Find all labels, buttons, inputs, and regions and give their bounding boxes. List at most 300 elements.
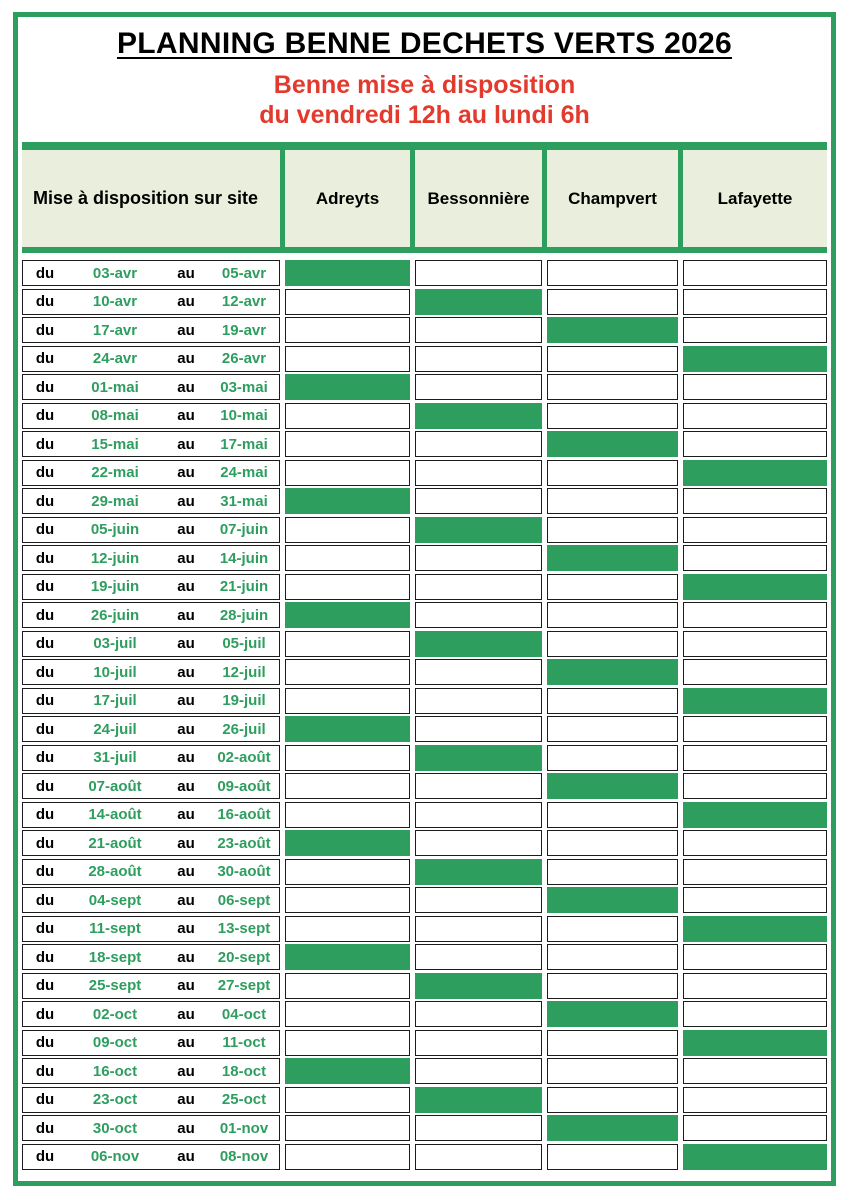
- site-cell-bessonniere: [415, 545, 542, 571]
- du-label: du: [35, 777, 55, 795]
- site-cell-adreyts: [285, 1001, 410, 1027]
- au-label: au: [177, 663, 195, 681]
- du-label: du: [35, 492, 55, 510]
- site-cell-lafayette: [683, 944, 827, 970]
- site-cell-lafayette: [683, 574, 827, 600]
- site-cell-adreyts: [285, 460, 410, 486]
- to-date: 27-sept: [217, 977, 271, 994]
- table-row: [22, 488, 827, 514]
- table-row: [22, 289, 827, 315]
- site-cell-adreyts: [285, 545, 410, 571]
- date-range-cell: [22, 545, 280, 571]
- au-label: au: [177, 635, 195, 652]
- site-cell-champvert: [547, 1058, 678, 1084]
- site-cell-adreyts: [285, 716, 410, 742]
- du-label: du: [35, 1148, 55, 1165]
- site-cell-adreyts: [285, 631, 410, 657]
- header-cell-champvert: Champvert: [547, 150, 678, 247]
- to-date: 19-avr: [221, 321, 267, 339]
- site-cell-champvert: [547, 488, 678, 514]
- site-cell-bessonniere: [415, 289, 542, 315]
- site-cell-adreyts: [285, 1058, 410, 1084]
- header-cell-site-availability: Mise à disposition sur site: [22, 150, 280, 247]
- au-label: au: [177, 891, 195, 909]
- from-date: 03-avr: [92, 264, 138, 282]
- from-date: 03-juil: [93, 635, 137, 652]
- from-date: 17-avr: [92, 321, 138, 339]
- du-label: du: [35, 1062, 55, 1080]
- date-range-cell: [22, 631, 280, 657]
- site-cell-champvert: [547, 317, 678, 343]
- date-range-cell: [22, 944, 280, 970]
- au-label: au: [177, 435, 195, 453]
- au-label: au: [177, 1148, 195, 1165]
- table-row: [22, 574, 827, 600]
- to-date: 26-juil: [222, 720, 266, 738]
- page-title: PLANNING BENNE DECHETS VERTS 2026: [116, 27, 733, 60]
- au-label: au: [177, 948, 195, 966]
- to-date: 17-mai: [220, 435, 268, 453]
- site-cell-adreyts: [285, 488, 410, 514]
- from-date: 04-sept: [88, 891, 142, 909]
- table-row: [22, 403, 827, 429]
- from-date: 01-mai: [91, 378, 139, 396]
- table-row: [22, 973, 827, 999]
- au-label: au: [177, 264, 195, 282]
- table-row: [22, 916, 827, 942]
- site-cell-champvert: [547, 1144, 678, 1170]
- to-date: 07-juin: [219, 521, 269, 538]
- au-label: au: [177, 863, 195, 880]
- site-cell-bessonniere: [415, 1001, 542, 1027]
- au-label: au: [177, 1034, 195, 1051]
- title-block: [22, 21, 827, 130]
- du-label: du: [35, 1034, 55, 1051]
- site-cell-champvert: [547, 631, 678, 657]
- site-cell-bessonniere: [415, 1087, 542, 1113]
- from-date: 24-juil: [93, 720, 137, 738]
- from-date: 08-mai: [91, 407, 139, 424]
- au-label: au: [177, 920, 195, 937]
- site-cell-bessonniere: [415, 346, 542, 372]
- to-date: 26-avr: [221, 350, 267, 367]
- site-cell-bessonniere: [415, 1058, 542, 1084]
- date-range-cell: [22, 488, 280, 514]
- site-cell-lafayette: [683, 859, 827, 885]
- site-cell-champvert: [547, 346, 678, 372]
- site-cell-adreyts: [285, 859, 410, 885]
- au-label: au: [177, 492, 195, 510]
- date-range-cell: [22, 374, 280, 400]
- to-date: 12-avr: [221, 293, 267, 310]
- site-cell-bessonniere: [415, 944, 542, 970]
- to-date: 18-oct: [221, 1062, 267, 1080]
- site-cell-lafayette: [683, 631, 827, 657]
- site-cell-lafayette: [683, 374, 827, 400]
- site-cell-adreyts: [285, 374, 410, 400]
- date-range-cell: [22, 887, 280, 913]
- site-cell-adreyts: [285, 745, 410, 771]
- table-row: [22, 688, 827, 714]
- to-date: 25-oct: [221, 1091, 267, 1108]
- to-date: 10-mai: [220, 407, 268, 424]
- site-cell-adreyts: [285, 1115, 410, 1141]
- site-cell-adreyts: [285, 1144, 410, 1170]
- to-date: 05-avr: [221, 264, 267, 282]
- table-row: [22, 1030, 827, 1056]
- site-cell-lafayette: [683, 773, 827, 799]
- date-range-cell: [22, 716, 280, 742]
- site-cell-lafayette: [683, 1144, 827, 1170]
- date-range-cell: [22, 1087, 280, 1113]
- site-cell-bessonniere: [415, 688, 542, 714]
- site-cell-bessonniere: [415, 317, 542, 343]
- du-label: du: [35, 378, 55, 396]
- site-cell-champvert: [547, 260, 678, 286]
- date-range-cell: [22, 745, 280, 771]
- du-label: du: [35, 834, 55, 852]
- site-cell-champvert: [547, 574, 678, 600]
- site-cell-champvert: [547, 1087, 678, 1113]
- site-cell-lafayette: [683, 602, 827, 628]
- du-label: du: [35, 1091, 55, 1108]
- site-cell-adreyts: [285, 1030, 410, 1056]
- from-date: 09-oct: [92, 1034, 138, 1051]
- site-cell-bessonniere: [415, 1030, 542, 1056]
- date-range-cell: [22, 1030, 280, 1056]
- du-label: du: [35, 663, 55, 681]
- site-cell-bessonniere: [415, 374, 542, 400]
- date-range-cell: [22, 773, 280, 799]
- site-cell-bessonniere: [415, 916, 542, 942]
- au-label: au: [177, 720, 195, 738]
- date-range-cell: [22, 659, 280, 685]
- site-cell-lafayette: [683, 545, 827, 571]
- site-cell-lafayette: [683, 973, 827, 999]
- site-cell-lafayette: [683, 887, 827, 913]
- table-row: [22, 431, 827, 457]
- to-date: 30-août: [217, 863, 271, 880]
- site-cell-champvert: [547, 887, 678, 913]
- site-cell-bessonniere: [415, 488, 542, 514]
- site-cell-champvert: [547, 802, 678, 828]
- from-date: 10-avr: [92, 293, 138, 310]
- site-cell-lafayette: [683, 346, 827, 372]
- to-date: 14-juin: [219, 549, 269, 567]
- au-label: au: [177, 977, 195, 994]
- au-label: au: [177, 749, 195, 766]
- from-date: 10-juil: [93, 663, 137, 681]
- date-range-cell: [22, 973, 280, 999]
- table-header: [22, 142, 827, 253]
- table-row: [22, 374, 827, 400]
- table-row: [22, 802, 827, 828]
- au-label: au: [177, 692, 195, 709]
- from-date: 29-mai: [91, 492, 139, 510]
- site-cell-adreyts: [285, 574, 410, 600]
- to-date: 03-mai: [220, 378, 268, 396]
- site-cell-lafayette: [683, 403, 827, 429]
- site-cell-lafayette: [683, 260, 827, 286]
- au-label: au: [177, 1091, 195, 1108]
- du-label: du: [35, 578, 55, 595]
- site-cell-champvert: [547, 659, 678, 685]
- header-cell-adreyts: Adreyts: [285, 150, 410, 247]
- du-label: du: [35, 435, 55, 453]
- to-date: 24-mai: [220, 464, 268, 481]
- site-cell-lafayette: [683, 317, 827, 343]
- subtitle-line-2: du vendredi 12h au lundi 6h: [259, 101, 590, 129]
- du-label: du: [35, 1005, 55, 1023]
- date-range-cell: [22, 517, 280, 543]
- site-cell-champvert: [547, 289, 678, 315]
- site-cell-lafayette: [683, 1115, 827, 1141]
- date-range-cell: [22, 431, 280, 457]
- site-cell-champvert: [547, 403, 678, 429]
- du-label: du: [35, 635, 55, 652]
- site-cell-champvert: [547, 688, 678, 714]
- site-cell-bessonniere: [415, 1115, 542, 1141]
- from-date: 15-mai: [91, 435, 139, 453]
- table-row: [22, 859, 827, 885]
- site-cell-bessonniere: [415, 745, 542, 771]
- site-cell-adreyts: [285, 431, 410, 457]
- date-range-cell: [22, 602, 280, 628]
- site-cell-bessonniere: [415, 773, 542, 799]
- site-cell-champvert: [547, 1001, 678, 1027]
- au-label: au: [177, 1005, 195, 1023]
- au-label: au: [177, 806, 195, 823]
- site-cell-lafayette: [683, 460, 827, 486]
- table-row: [22, 830, 827, 856]
- site-cell-champvert: [547, 859, 678, 885]
- table-body: [22, 260, 827, 1170]
- date-range-cell: [22, 1058, 280, 1084]
- au-label: au: [177, 777, 195, 795]
- au-label: au: [177, 464, 195, 481]
- site-cell-bessonniere: [415, 716, 542, 742]
- from-date: 26-juin: [90, 606, 140, 624]
- du-label: du: [35, 407, 55, 424]
- table-row: [22, 631, 827, 657]
- from-date: 28-août: [88, 863, 142, 880]
- site-cell-adreyts: [285, 659, 410, 685]
- site-cell-lafayette: [683, 517, 827, 543]
- site-cell-champvert: [547, 431, 678, 457]
- site-cell-champvert: [547, 916, 678, 942]
- site-cell-bessonniere: [415, 659, 542, 685]
- site-cell-adreyts: [285, 517, 410, 543]
- site-cell-lafayette: [683, 745, 827, 771]
- to-date: 16-août: [217, 806, 271, 823]
- date-range-cell: [22, 1144, 280, 1170]
- site-cell-bessonniere: [415, 859, 542, 885]
- site-cell-adreyts: [285, 944, 410, 970]
- site-cell-lafayette: [683, 1030, 827, 1056]
- site-cell-lafayette: [683, 830, 827, 856]
- du-label: du: [35, 920, 55, 937]
- from-date: 25-sept: [88, 977, 142, 994]
- site-cell-champvert: [547, 944, 678, 970]
- to-date: 09-août: [217, 777, 271, 795]
- to-date: 12-juil: [222, 663, 266, 681]
- au-label: au: [177, 293, 195, 310]
- site-cell-bessonniere: [415, 602, 542, 628]
- date-range-cell: [22, 1001, 280, 1027]
- from-date: 24-avr: [92, 350, 138, 367]
- table-row: [22, 1144, 827, 1170]
- to-date: 20-sept: [217, 948, 271, 966]
- from-date: 02-oct: [92, 1005, 138, 1023]
- to-date: 11-oct: [222, 1034, 266, 1051]
- from-date: 19-juin: [90, 578, 140, 595]
- table-row: [22, 944, 827, 970]
- to-date: 08-nov: [219, 1148, 269, 1165]
- site-cell-lafayette: [683, 659, 827, 685]
- du-label: du: [35, 464, 55, 481]
- site-cell-lafayette: [683, 802, 827, 828]
- site-cell-bessonniere: [415, 431, 542, 457]
- au-label: au: [177, 1062, 195, 1080]
- date-range-cell: [22, 460, 280, 486]
- table-row: [22, 346, 827, 372]
- from-date: 12-juin: [90, 549, 140, 567]
- du-label: du: [35, 350, 55, 367]
- from-date: 06-nov: [90, 1148, 140, 1165]
- du-label: du: [35, 806, 55, 823]
- to-date: 04-oct: [221, 1005, 267, 1023]
- au-label: au: [177, 521, 195, 538]
- au-label: au: [177, 407, 195, 424]
- to-date: 28-juin: [219, 606, 269, 624]
- table-row: [22, 659, 827, 685]
- from-date: 22-mai: [91, 464, 139, 481]
- site-cell-champvert: [547, 745, 678, 771]
- site-cell-adreyts: [285, 260, 410, 286]
- du-label: du: [35, 521, 55, 538]
- table-row: [22, 602, 827, 628]
- du-label: du: [35, 977, 55, 994]
- from-date: 11-sept: [89, 920, 141, 937]
- to-date: 01-nov: [219, 1119, 269, 1137]
- date-range-cell: [22, 859, 280, 885]
- site-cell-champvert: [547, 545, 678, 571]
- site-cell-adreyts: [285, 317, 410, 343]
- subtitle: [22, 70, 827, 130]
- site-cell-champvert: [547, 973, 678, 999]
- du-label: du: [35, 549, 55, 567]
- au-label: au: [177, 1119, 195, 1137]
- from-date: 17-juil: [93, 692, 137, 709]
- site-cell-adreyts: [285, 916, 410, 942]
- site-cell-bessonniere: [415, 260, 542, 286]
- date-range-cell: [22, 802, 280, 828]
- table-row: [22, 773, 827, 799]
- site-cell-lafayette: [683, 688, 827, 714]
- to-date: 31-mai: [220, 492, 268, 510]
- du-label: du: [35, 692, 55, 709]
- au-label: au: [177, 578, 195, 595]
- au-label: au: [177, 549, 195, 567]
- site-cell-adreyts: [285, 830, 410, 856]
- site-cell-bessonniere: [415, 460, 542, 486]
- site-cell-bessonniere: [415, 802, 542, 828]
- to-date: 13-sept: [217, 920, 271, 937]
- table-row: [22, 1001, 827, 1027]
- site-cell-adreyts: [285, 403, 410, 429]
- site-cell-lafayette: [683, 1001, 827, 1027]
- site-cell-champvert: [547, 830, 678, 856]
- du-label: du: [35, 606, 55, 624]
- subtitle-line-1: Benne mise à disposition: [273, 71, 576, 99]
- date-range-cell: [22, 403, 280, 429]
- site-cell-champvert: [547, 773, 678, 799]
- table-row: [22, 745, 827, 771]
- site-cell-bessonniere: [415, 830, 542, 856]
- table-row: [22, 1087, 827, 1113]
- du-label: du: [35, 863, 55, 880]
- table-row: [22, 260, 827, 286]
- site-cell-adreyts: [285, 289, 410, 315]
- from-date: 07-août: [88, 777, 142, 795]
- to-date: 19-juil: [222, 692, 266, 709]
- date-range-cell: [22, 1115, 280, 1141]
- du-label: du: [35, 1119, 55, 1137]
- du-label: du: [35, 720, 55, 738]
- site-cell-lafayette: [683, 1058, 827, 1084]
- site-cell-bessonniere: [415, 631, 542, 657]
- au-label: au: [177, 606, 195, 624]
- table-row: [22, 716, 827, 742]
- from-date: 14-août: [88, 806, 142, 823]
- date-range-cell: [22, 346, 280, 372]
- table-row: [22, 545, 827, 571]
- site-cell-champvert: [547, 716, 678, 742]
- from-date: 18-sept: [88, 948, 142, 966]
- site-cell-adreyts: [285, 773, 410, 799]
- table-row: [22, 887, 827, 913]
- date-range-cell: [22, 317, 280, 343]
- site-cell-lafayette: [683, 488, 827, 514]
- to-date: 02-août: [217, 749, 271, 766]
- au-label: au: [177, 321, 195, 339]
- from-date: 23-oct: [92, 1091, 138, 1108]
- to-date: 21-juin: [219, 578, 269, 595]
- site-cell-champvert: [547, 374, 678, 400]
- from-date: 30-oct: [92, 1119, 138, 1137]
- date-range-cell: [22, 260, 280, 286]
- site-cell-bessonniere: [415, 973, 542, 999]
- from-date: 05-juin: [90, 521, 140, 538]
- site-cell-lafayette: [683, 716, 827, 742]
- site-cell-champvert: [547, 517, 678, 543]
- au-label: au: [177, 350, 195, 367]
- to-date: 06-sept: [217, 891, 271, 909]
- du-label: du: [35, 264, 55, 282]
- site-cell-bessonniere: [415, 517, 542, 543]
- site-cell-adreyts: [285, 802, 410, 828]
- date-range-cell: [22, 574, 280, 600]
- header-cell-lafayette: Lafayette: [683, 150, 827, 247]
- site-cell-bessonniere: [415, 1144, 542, 1170]
- site-cell-lafayette: [683, 1087, 827, 1113]
- site-cell-bessonniere: [415, 887, 542, 913]
- date-range-cell: [22, 289, 280, 315]
- du-label: du: [35, 293, 55, 310]
- site-cell-adreyts: [285, 688, 410, 714]
- to-date: 05-juil: [222, 635, 266, 652]
- site-cell-adreyts: [285, 887, 410, 913]
